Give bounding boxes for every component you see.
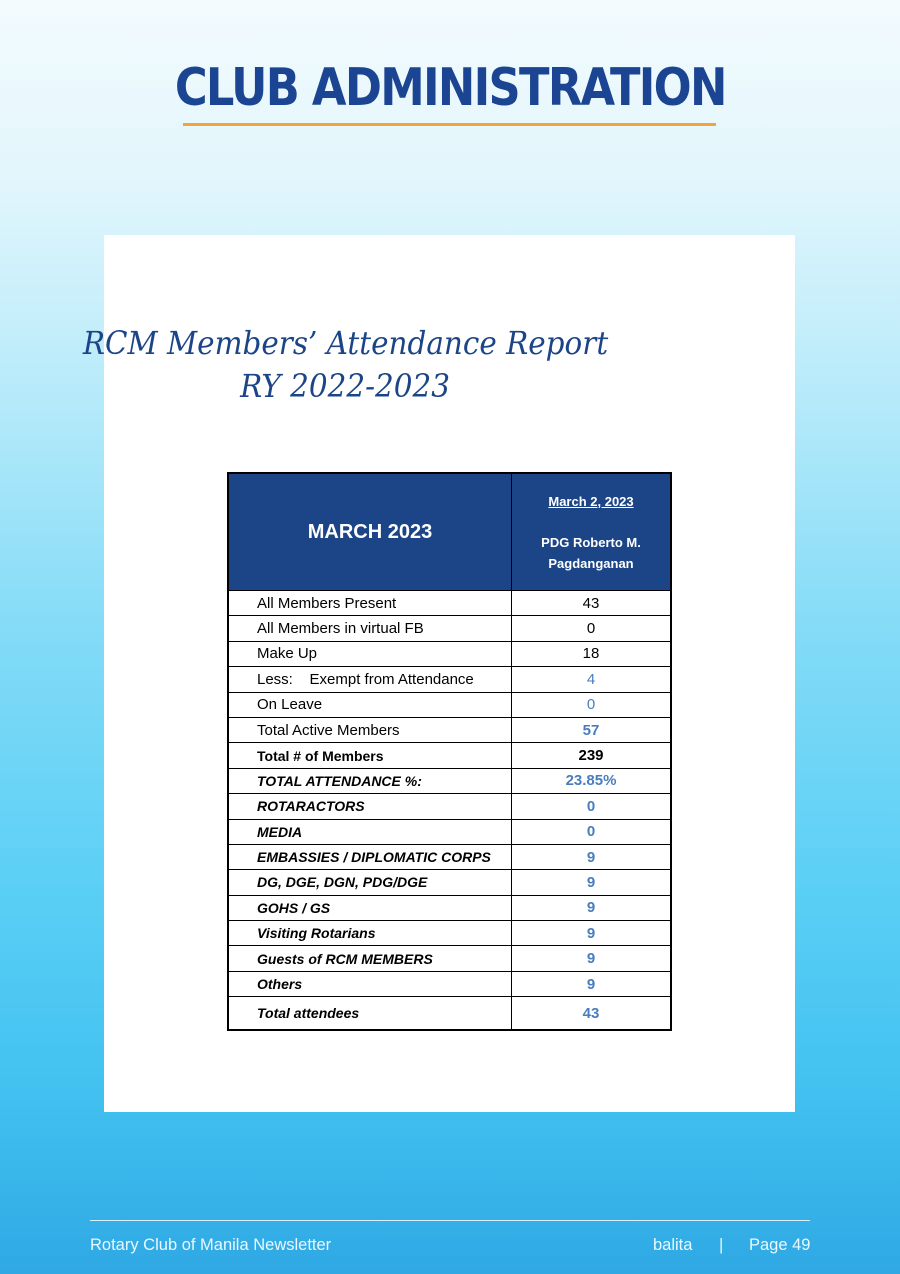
row-value: 18 xyxy=(512,641,672,666)
table-row xyxy=(228,641,671,666)
row-label: Total # of Members xyxy=(228,743,512,768)
table-row xyxy=(228,667,671,692)
report-title-line1: RCM Members’ Attendance Report xyxy=(82,324,609,362)
table-row xyxy=(228,717,671,742)
row-label: GOHS / GS xyxy=(228,895,512,920)
table-row xyxy=(228,870,671,895)
header-date: March 2, 2023 xyxy=(548,493,634,509)
row-value: 23.85% xyxy=(512,768,672,793)
row-label: Others xyxy=(228,971,512,996)
table-row xyxy=(228,743,671,768)
footer-page-number: Page 49 xyxy=(749,1236,811,1254)
table-header-row xyxy=(228,473,671,591)
row-value: 9 xyxy=(512,971,672,996)
header-month: MARCH 2023 xyxy=(228,473,512,591)
row-value: 9 xyxy=(512,946,672,971)
footer-publication: balita xyxy=(653,1236,693,1254)
header-speaker: PDG Roberto M. Pagdanganan xyxy=(541,534,641,571)
row-value: 9 xyxy=(512,895,672,920)
header-meeting xyxy=(512,473,672,591)
table-row xyxy=(228,692,671,717)
row-label: Total Active Members xyxy=(228,717,512,742)
row-label: Guests of RCM MEMBERS xyxy=(228,946,512,971)
table-row xyxy=(228,971,671,996)
row-value: 9 xyxy=(512,870,672,895)
row-value: 4 xyxy=(512,667,672,692)
table-row xyxy=(228,921,671,946)
row-label: On Leave xyxy=(228,692,512,717)
footer-separator: | xyxy=(719,1236,724,1254)
row-label: Total attendees xyxy=(228,997,512,1031)
row-label: TOTAL ATTENDANCE %: xyxy=(228,768,512,793)
table-row xyxy=(228,844,671,869)
footer-newsletter: Rotary Club of Manila Newsletter xyxy=(90,1236,332,1254)
row-value: 9 xyxy=(512,844,672,869)
table-row xyxy=(228,946,671,971)
row-value: 0 xyxy=(512,794,672,819)
table-row xyxy=(228,819,671,844)
row-label: EMBASSIES / DIPLOMATIC CORPS xyxy=(228,844,512,869)
row-value: 9 xyxy=(512,921,672,946)
table-row xyxy=(228,895,671,920)
row-value: 43 xyxy=(512,591,672,616)
table-row xyxy=(228,591,671,616)
report-title-line2: RY 2022-2023 xyxy=(240,367,451,405)
section-title xyxy=(0,56,900,120)
attendance-table xyxy=(227,472,672,1031)
row-value: 0 xyxy=(512,616,672,641)
row-label: All Members in virtual FB xyxy=(228,616,512,641)
row-label: ROTARACTORS xyxy=(228,794,512,819)
row-label: MEDIA xyxy=(228,819,512,844)
title-underline xyxy=(183,123,716,126)
table-row xyxy=(228,794,671,819)
row-label: All Members Present xyxy=(228,591,512,616)
table-row xyxy=(228,616,671,641)
table-row-total xyxy=(228,997,671,1031)
row-label: Less: Exempt from Attendance xyxy=(228,667,512,692)
row-label: DG, DGE, DGN, PDG/DGE xyxy=(228,870,512,895)
row-value: 0 xyxy=(512,692,672,717)
table-row xyxy=(228,768,671,793)
row-value: 239 xyxy=(512,743,672,768)
row-value: 57 xyxy=(512,717,672,742)
row-label: Make Up xyxy=(228,641,512,666)
footer-divider xyxy=(90,1220,810,1221)
row-value: 43 xyxy=(512,997,672,1031)
row-value: 0 xyxy=(512,819,672,844)
section-title-text: CLUB ADMINISTRATION xyxy=(174,58,726,118)
row-label: Visiting Rotarians xyxy=(228,921,512,946)
